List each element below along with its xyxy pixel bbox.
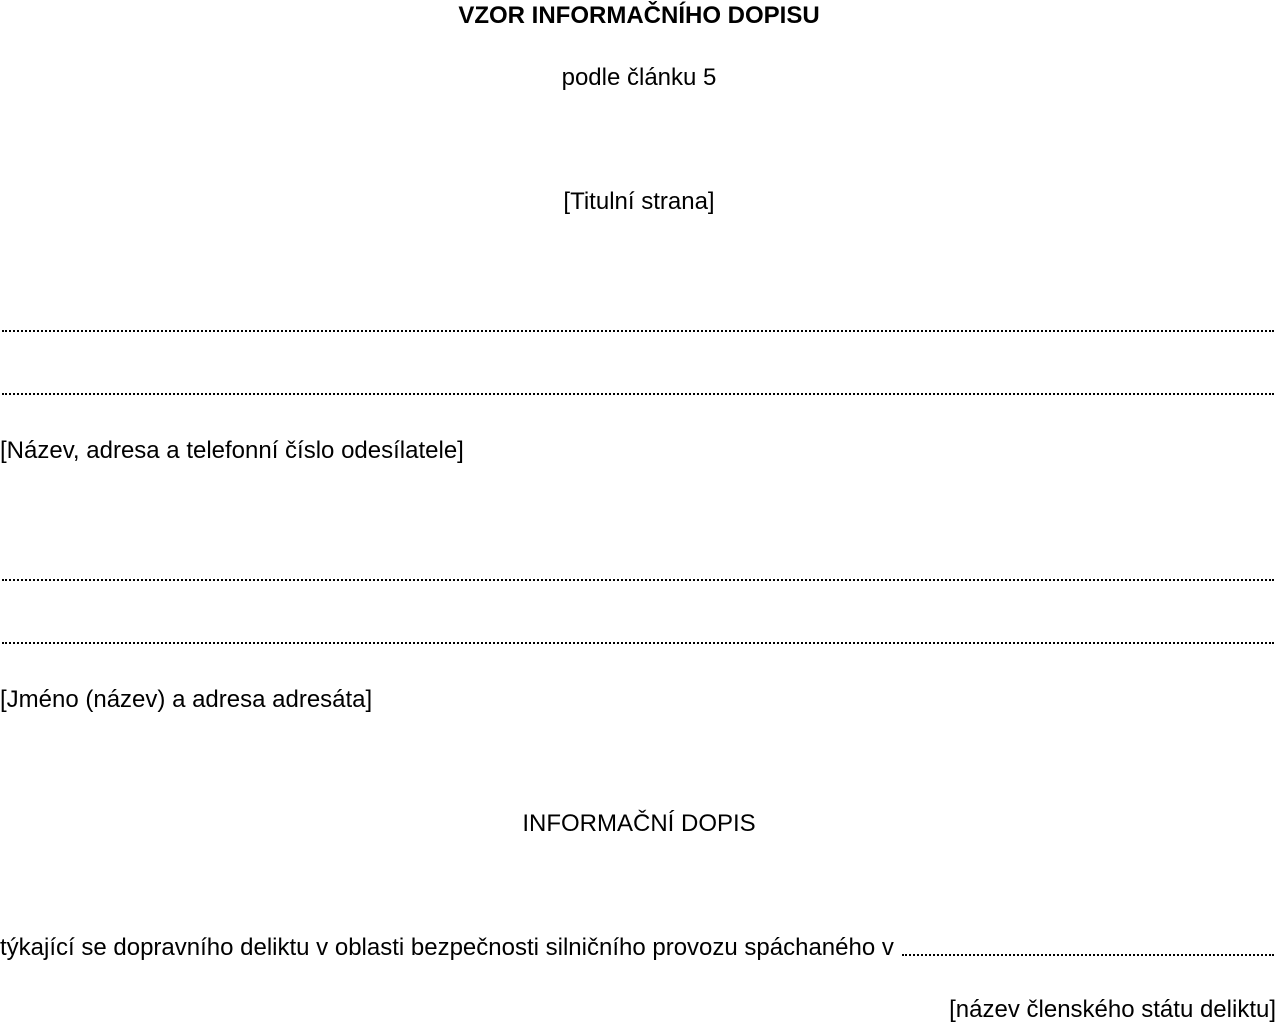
sender-label: [Název, adresa a telefonní číslo odesílatele] <box>0 437 464 464</box>
sender-dotted-line-2 <box>2 393 1274 395</box>
recipient-dotted-line-2 <box>2 642 1274 644</box>
subject-text: týkající se dopravního deliktu v oblasti bezpečnosti silničního provozu spáchaného v <box>0 934 894 961</box>
document-title: VZOR INFORMAČNÍHO DOPISU <box>458 2 820 29</box>
member-state-label: [název členského státu deliktu] <box>949 996 1276 1023</box>
recipient-label: [Jméno (název) a adresa adresáta] <box>0 686 373 713</box>
recipient-dotted-line-1 <box>2 579 1274 581</box>
subject-row <box>0 934 1278 962</box>
page-label: [Titulní strana] <box>563 188 715 215</box>
document-subtitle: podle článku 5 <box>561 64 717 91</box>
member-state-dotted-line <box>902 954 1274 956</box>
letter-heading: INFORMAČNÍ DOPIS <box>522 810 756 837</box>
sender-dotted-line-1 <box>2 330 1274 332</box>
